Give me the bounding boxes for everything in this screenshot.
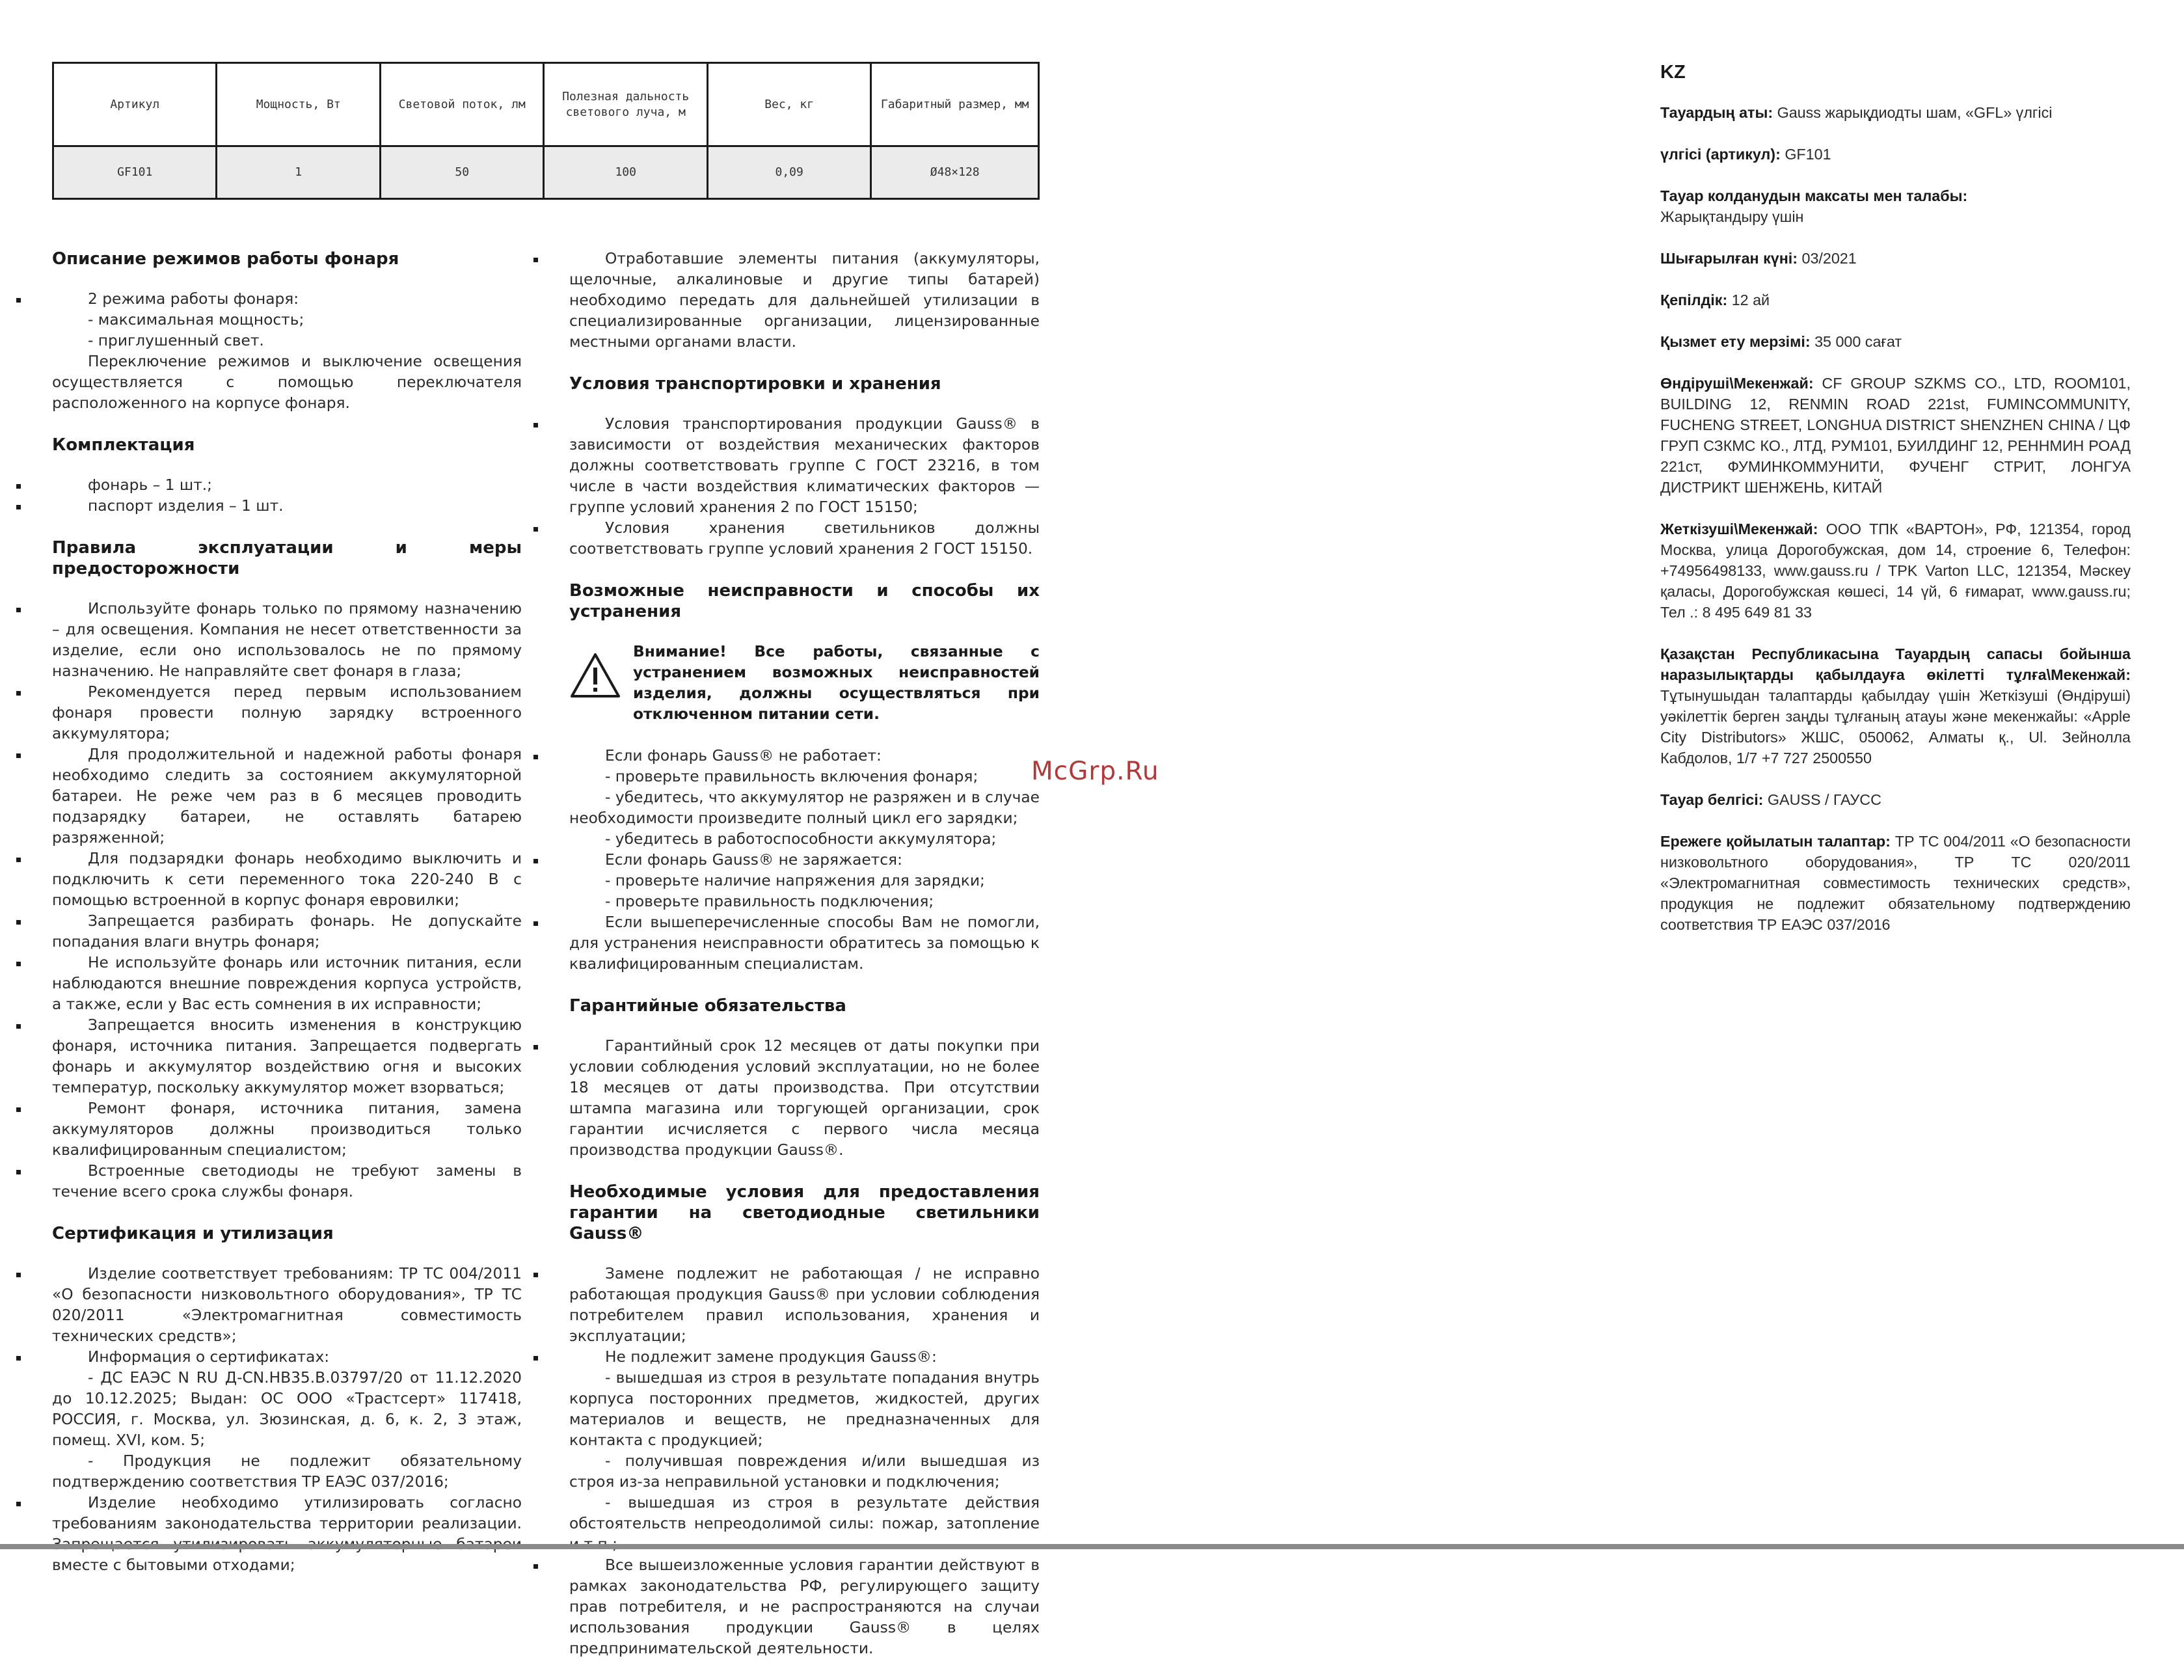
- list-item: Встроенные светодиоды не требуют замены в течение всего срока службы фонаря.: [52, 1161, 522, 1202]
- section-title: Условия транспортировки и хранения: [569, 374, 941, 394]
- section-title: Правила эксплуатации и меры предосторожности: [52, 538, 522, 578]
- transport-list: [569, 414, 1040, 560]
- list-subitem: - максимальная мощность;: [88, 311, 304, 329]
- table-cell: GF101: [53, 146, 217, 199]
- kz-item: [1660, 102, 2131, 123]
- kz-label: үлгісі (артикул):: [1660, 146, 1781, 163]
- list-item: Ремонт фонаря, источника питания, замена аккумуляторов должны производиться только квалифицированным специалистом;: [52, 1098, 522, 1161]
- list-item: фонарь – 1 шт.;: [52, 475, 522, 496]
- list-subitem: - убедитесь, что аккумулятор не разряжен и в случае необходимости произведите полный цикл его зарядки;: [569, 789, 1040, 827]
- kz-item: [1660, 519, 2131, 623]
- transport-section: [569, 373, 1040, 560]
- modes-list: [52, 289, 522, 414]
- list-item: Изделие необходимо утилизировать согласно требованиям законодательства территории реализации. вместе с бытовыми отходами;: [52, 1493, 522, 1576]
- list-item: Гарантийный срок 12 месяцев от даты покупки при условии соблюдения условий эксплуатации, но не более 18 месяцев от даты производства. При отсутствии штампа магазина или торгующей организации, срок гарантии исчисляется с первого числа месяца производства продукции Gauss®.: [569, 1036, 1040, 1161]
- section-title: Возможные неисправности и способы их устранения: [569, 581, 1040, 621]
- conditions-section: [569, 1182, 1040, 1659]
- table-header-cell: Артикул: [53, 63, 217, 146]
- conditions-list: [569, 1264, 1040, 1659]
- warranty-section: [569, 996, 1040, 1161]
- warranty-list: [569, 1036, 1040, 1161]
- kz-label: Тауардың аты:: [1660, 104, 1773, 121]
- kz-value: CF GROUP SZKMS CO., LTD, ROOM101, BUILDING 12, RENMIN ROAD 221st, FUMINCOMMUNITY, FUCHENG STREET, LONGHUA DISTRICT SHENZHEN CHINA / ЦФ ГРУП СЗКМС КО., ЛТД, РУМ101, БУИЛДИНГ 12, РЕННМИН РОАД 221ст, ФУМИНКОММУНИТИ, ФУЧЕНГ СТРИТ, ЛОНГУА ДИСТРИКТ ШЕНЖЕНЬ, КИТАЙ: [1660, 375, 2131, 496]
- table-row: [53, 146, 1039, 199]
- list-subitem: - вышедшая из строя в результате действия обстоятельств непреодолимой силы: пожар, затопление: [569, 1494, 1040, 1532]
- list-subitem: - ДС ЕАЭС N RU Д-CN.НВ35.В.03797/20 от 11.12.2020 до 10.12.2025; Выдан: ОС ООО «Трастсерт» 117418, РОССИЯ, г. Москва, ул. Зюзинская, д. 6, к. 2, 3 этаж, помещ. XVI, ком. 5;: [52, 1369, 522, 1449]
- section-title: Комплектация: [52, 435, 195, 455]
- cert-section: [52, 1223, 522, 1576]
- disposal-continued: [569, 249, 1040, 353]
- list-subitem: - приглушенный свет.: [88, 332, 264, 349]
- table-cell: 1: [217, 146, 380, 199]
- watermark-text: McGrp.Ru: [1031, 757, 1159, 786]
- kz-value: 35 000 сағат: [1814, 333, 1902, 350]
- kz-value: ТР ТС 004/2011 «О безопасности низковольтного оборудования», ТР ТС 020/2011 «Электромагнитная совместимость технических средств», продукция не подлежит обязательному подтверждению соответствия ТР ЕАЭС 037/2016: [1660, 833, 2131, 933]
- table-cell: 0,09: [707, 146, 870, 199]
- kz-column: [1660, 62, 2131, 956]
- kz-label: Қепілдік:: [1660, 291, 1728, 308]
- table-cell: Ø48×128: [871, 146, 1039, 199]
- table-header-cell: Полезная дальность светового луча, м: [544, 63, 707, 146]
- list-subitem: - убедитесь в работоспособности аккумулятора;: [605, 830, 997, 848]
- kz-label: Қазақстан Республикасына Тауардың сапасы бойынша наразылықтарды қабылдауға өкілетті тұлға\Мекенжай:: [1660, 645, 2131, 683]
- list-subitem: - проверьте правильность подключения;: [605, 893, 934, 910]
- list-item: Условия транспортирования продукции Gauss® в зависимости от воздействия механических факторов должны соответствовать группе С ГОСТ 23216, в том числе в части воздействия климатических факторов — группе условий хранения 2 по ГОСТ 15150;: [569, 414, 1040, 518]
- list-item: Не подлежит замене продукция Gauss®:: [569, 1347, 1040, 1368]
- kit-list: [52, 475, 522, 517]
- bottom-divider: [0, 1544, 2184, 1549]
- list-subitem: - проверьте правильность включения фонаря;: [605, 768, 978, 785]
- section-title: Сертификация и утилизация: [52, 1224, 334, 1243]
- left-column: [52, 249, 522, 1597]
- kz-value: 12 ай: [1731, 291, 1770, 308]
- rules-section: [52, 537, 522, 1202]
- table-header-cell: Вес, кг: [707, 63, 870, 146]
- section-title: Необходимые условия для предоставления гарантии на светодиодные светильники Gauss®: [569, 1182, 1040, 1243]
- kz-item: [1660, 248, 2131, 269]
- list-item: Изделие соответствует требованиям: ТР ТС 004/2011 «О безопасности низковольтного оборудования», ТР ТС 020/2011 «Электромагнитная совместимость технических средств»;: [52, 1264, 522, 1347]
- kz-label: Тауар белгісі:: [1660, 791, 1764, 808]
- list-item: Не используйте фонарь или источник питания, если наблюдаются внешние повреждения корпуса устройств, а также, если у Вас есть сомнения в их исправности;: [52, 953, 522, 1015]
- warning-text: Внимание! Все работы, связанные с устранением возможных неисправностей изделия, должны осуществляться при отключенном питании сети.: [633, 643, 1040, 723]
- table-header-cell: Габаритный размер, мм: [871, 63, 1039, 146]
- list-item: Если фонарь Gauss® не работает:: [569, 746, 1040, 766]
- table-cell: 50: [380, 146, 543, 199]
- list-item: Используйте фонарь только по прямому назначению – для освещения. Компания не несет ответственности за изделие, если оно использовалось не по прямому назначению. Не направляйте свет фонаря в глаза;: [52, 599, 522, 682]
- list-item: паспорт изделия – 1 шт.: [52, 496, 522, 517]
- list-item: Рекомендуется перед первым использованием фонаря провести полную зарядку встроенного аккумулятора;: [52, 682, 522, 744]
- kz-value: Gauss жарықдиодты шам, «GFL» үлгісі: [1777, 104, 2053, 121]
- kz-item: [1660, 185, 2131, 227]
- kz-item: [1660, 644, 2131, 768]
- kz-item: [1660, 331, 2131, 352]
- kz-item: [1660, 290, 2131, 310]
- list-item: Для продолжительной и надежной работы фонаря необходимо следить за состоянием аккумуляторной батареи. Не реже чем раз в 6 месяцев проводить подзарядку батареи, не оставлять батарею разряженной;: [52, 744, 522, 848]
- list-item: Все вышеизложенные условия гарантии действуют в рамках законодательства РФ, регулирующего защиту прав потребителя, и не распространяются на случаи использования продукции Gauss® в целях предпринимательской деятельности.: [569, 1555, 1040, 1659]
- list-subitem: - проверьте наличие напряжения для зарядки;: [605, 872, 985, 889]
- kz-value: 03/2021: [1801, 250, 1857, 267]
- table-header-cell: Световой поток, лм: [380, 63, 543, 146]
- list-item: Если вышеперечисленные способы Вам не помогли, для устранения неисправности обратитесь за помощью к квалифицированным специалистам.: [569, 912, 1040, 975]
- list-subitem: Переключение режимов и выключение освещения осуществляется с помощью переключателя расположенного на корпусе фонаря.: [52, 353, 522, 412]
- table-cell: 100: [544, 146, 707, 199]
- kz-list: [1660, 102, 2131, 935]
- kz-label: Қызмет ету мерзімі:: [1660, 333, 1811, 350]
- kz-value: Тұтынушыдан талаптарды қабылдау үшін Жеткізуші (Өндіруші) уәкілеттік берген заңды тұлғаның атауы және мекенжайы: «Apple City Distributors» ЖШС, 050062, Алматы қ., Ul. Зейнолла Кабдолов, 1/7 +7 727 2500550: [1660, 687, 2131, 766]
- section-title: Гарантийные обязательства: [569, 996, 846, 1016]
- cert-list: [52, 1264, 522, 1576]
- faults-section: [569, 580, 1040, 975]
- kz-item: [1660, 789, 2131, 810]
- kz-value: ООО ТПК «ВАРТОН», РФ, 121354, город Москва, улица Дорогобужская, дом 14, строение 6, Телефон: +74956498133, www.gauss.ru / TPK Varton LLC, 121354, Мәскеу қаласы, Дорогобужская көшесі, 14 үй, 6 ғимарат, www.gauss.ru; Тел .: 8 495 649 81 33: [1660, 521, 2131, 621]
- table-header-row: [53, 63, 1039, 146]
- list-item: 2 режима работы фонаря:: [52, 289, 522, 310]
- modes-section: [52, 249, 522, 414]
- list-subitem: - получившая повреждения и/или вышедшая из строя из-за неправильной установки и подключения;: [569, 1452, 1040, 1491]
- list-item: Замене подлежит не работающая / не исправно работающая продукция Gauss® при условии соблюдения потребителем правил использования, хранения и эксплуатации;: [569, 1264, 1040, 1347]
- list-item: Для подзарядки фонарь необходимо выключить и подключить к сети переменного тока 220-240 В с помощью встроенной в корпус фонаря евровилки;: [52, 848, 522, 911]
- kit-section: [52, 435, 522, 517]
- kz-label: Ережеге қойылатын талаптар:: [1660, 833, 1891, 850]
- kz-value: Жарықтандыру үшін: [1660, 208, 1804, 225]
- kz-item: [1660, 831, 2131, 935]
- kz-title: KZ: [1660, 62, 1686, 83]
- list-item: Условия хранения светильников должны соответствовать группе условий хранения 2 ГОСТ 15150.: [569, 518, 1040, 560]
- list-subitem: - Продукция не подлежит обязательному подтверждению соответствия ТР ЕАЭС 037/2016;: [52, 1452, 522, 1491]
- kz-item: [1660, 144, 2131, 165]
- list-item: Отработавшие элементы питания (аккумуляторы, щелочные, алкалиновые и другие типы батарей) необходимо передать для дальнейшей утилизации в специализированные организации, лицензированные местными органами власти.: [569, 249, 1040, 353]
- rules-list: [52, 599, 522, 1202]
- list-item: Запрещается разбирать фонарь. Не допускайте попадания влаги внутрь фонаря;: [52, 911, 522, 953]
- warning-block: [569, 642, 1040, 725]
- list-item: Информация о сертификатах:: [52, 1347, 522, 1368]
- table-header-cell: Мощность, Вт: [217, 63, 380, 146]
- list-subitem: - вышедшая из строя в результате попадания внутрь корпуса посторонних предметов, жидкостей, других материалов и веществ, не предназначенных для контакта с продукцией;: [569, 1369, 1040, 1449]
- kz-value: GF101: [1785, 146, 1831, 163]
- kz-item: [1660, 373, 2131, 498]
- section-title: Описание режимов работы фонаря: [52, 249, 399, 269]
- faults-list: [569, 746, 1040, 975]
- spec-table: [52, 62, 1040, 200]
- kz-label: Шығарылған күні:: [1660, 250, 1798, 267]
- kz-label: Жеткізуші\Мекенжай:: [1660, 521, 1818, 537]
- middle-column: [569, 249, 1040, 1680]
- list-item: Если фонарь Gauss® не заряжается:: [569, 850, 1040, 871]
- kz-label: Өндіруші\Мекенжай:: [1660, 375, 1814, 392]
- warning-triangle-icon: [569, 652, 621, 699]
- kz-value: GAUSS / ГАУСС: [1767, 791, 1881, 808]
- kz-label: Тауар колданудын максаты мен талабы:: [1660, 187, 1968, 204]
- list-item: Запрещается вносить изменения в конструкцию фонаря, источника питания. Запрещается подвергать фонарь и аккумулятор воздействию огня и высоких температур, поскольку аккумулятор может взорваться;: [52, 1015, 522, 1098]
